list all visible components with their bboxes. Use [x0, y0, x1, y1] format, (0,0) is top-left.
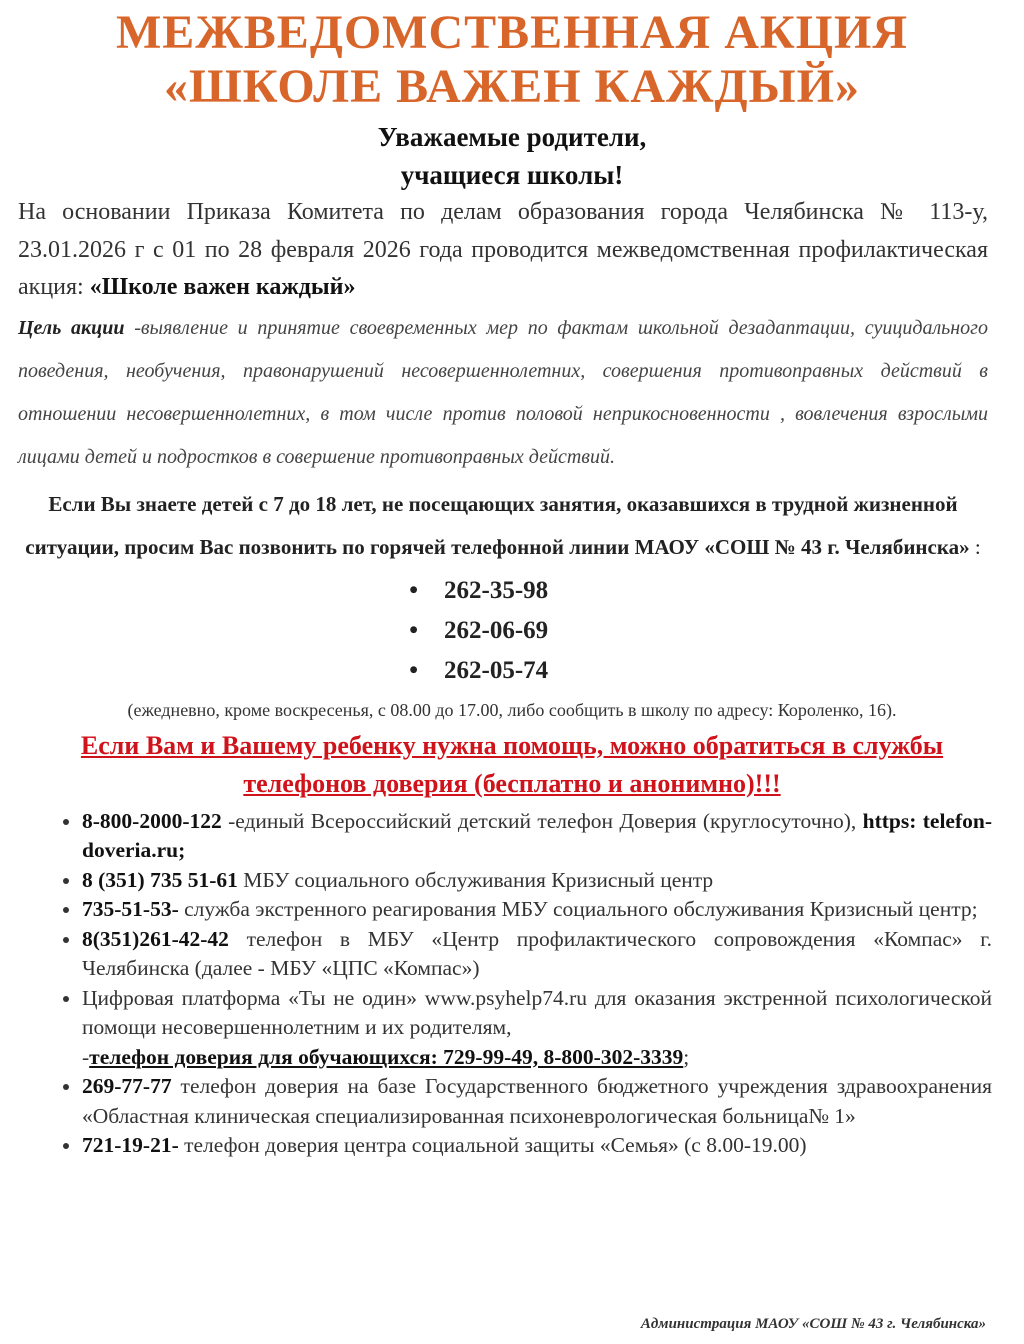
- hotline-text: Цифровая платформа «Ты не один» www.psyhelp74.ru для оказания экстренной психологической помощи несовершеннолетним и их родителям,: [82, 985, 992, 1039]
- goal-label: Цель акции: [18, 316, 125, 339]
- school-phone: • 262-05-74: [0, 651, 1024, 691]
- hotline-number: 735-51-53-: [82, 897, 179, 921]
- hotline-number: 269-77-77: [82, 1074, 172, 1098]
- hotline-item: [82, 895, 992, 925]
- title-line-2: «ШКОЛЕ ВАЖЕН КАЖДЫЙ»: [164, 60, 860, 113]
- hotline-text: телефон в МБУ «Центр профилактического сопровождения «Компас» г. Челябинска (далее - МБУ «ЦПС «Компас»): [82, 926, 992, 980]
- title: [0, 6, 1024, 114]
- title-line-1: МЕЖВЕДОМСТВЕННАЯ АКЦИЯ: [116, 6, 908, 59]
- call-text: Если Вы знаете детей с 7 до 18 лет, не посещающих занятия, оказавшихся в трудной жизненной ситуации, просим Вас позвонить по горячей телефонной линии МАОУ «СОШ № 43 г. Челябинска»: [25, 491, 970, 559]
- hotline-item: [82, 984, 992, 1073]
- goal-text: -выявление и принятие своевременных мер по фактам школьной дезадаптации, суицидального поведения, необучения, правонарушений несовершеннолетних, совершения противоправных действий в отношении несовершеннолетних, в том числе против половой неприкосновенности , вовлечения взрослыми лицами детей и подростков в совершение противоправных действий.: [18, 316, 988, 468]
- hotline-text: -единый Всероссийский детский телефон Доверия (круглосуточно),: [221, 808, 863, 833]
- greeting-line-1: Уважаемые родители,: [377, 122, 647, 152]
- hotline-item: [82, 866, 992, 896]
- school-phone-list: [0, 571, 1024, 691]
- intro-text: На основании Приказа Комитета по делам образования города Челябинска № 113-у, 23.01.2026 г с 01 по 28 февраля 2026 года проводится межведомственная профилактическая акция:: [18, 199, 988, 300]
- signature: Администрация МАОУ «СОШ № 43 г. Челябинска»: [640, 1316, 986, 1332]
- hotline-text: телефон доверия центра социальной защиты «Семья» (с 8.00-19.00): [178, 1133, 807, 1157]
- hotline-text: телефон доверия на базе Государственного бюджетного учреждения здравоохранения «Областная клиническая специализированная психоневрологическая больница№ 1»: [82, 1074, 992, 1128]
- hotline-number: 8 (351) 735 51-61: [82, 867, 238, 892]
- hotline-list: [0, 807, 992, 1161]
- hotline-text: МБУ социального обслуживания Кризисный центр: [237, 867, 714, 892]
- student-hotline: телефон доверия для обучающихся: 729-99-49, 8-800-302-3339: [89, 1044, 684, 1069]
- schedule-note: (ежедневно, кроме воскресенья, с 08.00 до 17.00, либо сообщить в школу по адресу: Короленко, 16).: [127, 699, 897, 720]
- hotline-number: 721-19-21-: [82, 1133, 179, 1157]
- hotline-item: [82, 1072, 992, 1131]
- hotline-item: [82, 807, 992, 866]
- hotline-number: 8-800-2000-122: [82, 808, 222, 833]
- hotline-website: https: telefon-doveria.ru;: [82, 808, 992, 862]
- action-name: «Школе важен каждый»: [89, 274, 356, 300]
- intro-paragraph: [18, 194, 988, 307]
- greeting: [0, 118, 1024, 194]
- hotline-sub-prefix: -: [82, 1044, 90, 1069]
- school-phone: • 262-06-69: [0, 611, 1024, 651]
- hotline-sub-suffix: ;: [683, 1044, 690, 1069]
- hotline-item: [82, 1131, 992, 1161]
- call-suffix: :: [969, 534, 981, 559]
- hotline-number: 8(351)261-42-42: [82, 926, 229, 951]
- hotline-text: служба экстренного реагирования МБУ социального обслуживания Кризисный центр;: [178, 897, 978, 921]
- help-heading: Если Вам и Вашему ребенку нужна помощь, можно обратиться в службы телефонов доверия (бесплатно и анонимно)!!!: [80, 730, 944, 798]
- greeting-line-2: учащиеся школы!: [400, 160, 624, 190]
- hotline-item: [82, 925, 992, 984]
- call-paragraph: [18, 483, 988, 569]
- goal-paragraph: [18, 307, 988, 479]
- school-phone: • 262-35-98: [0, 571, 1024, 611]
